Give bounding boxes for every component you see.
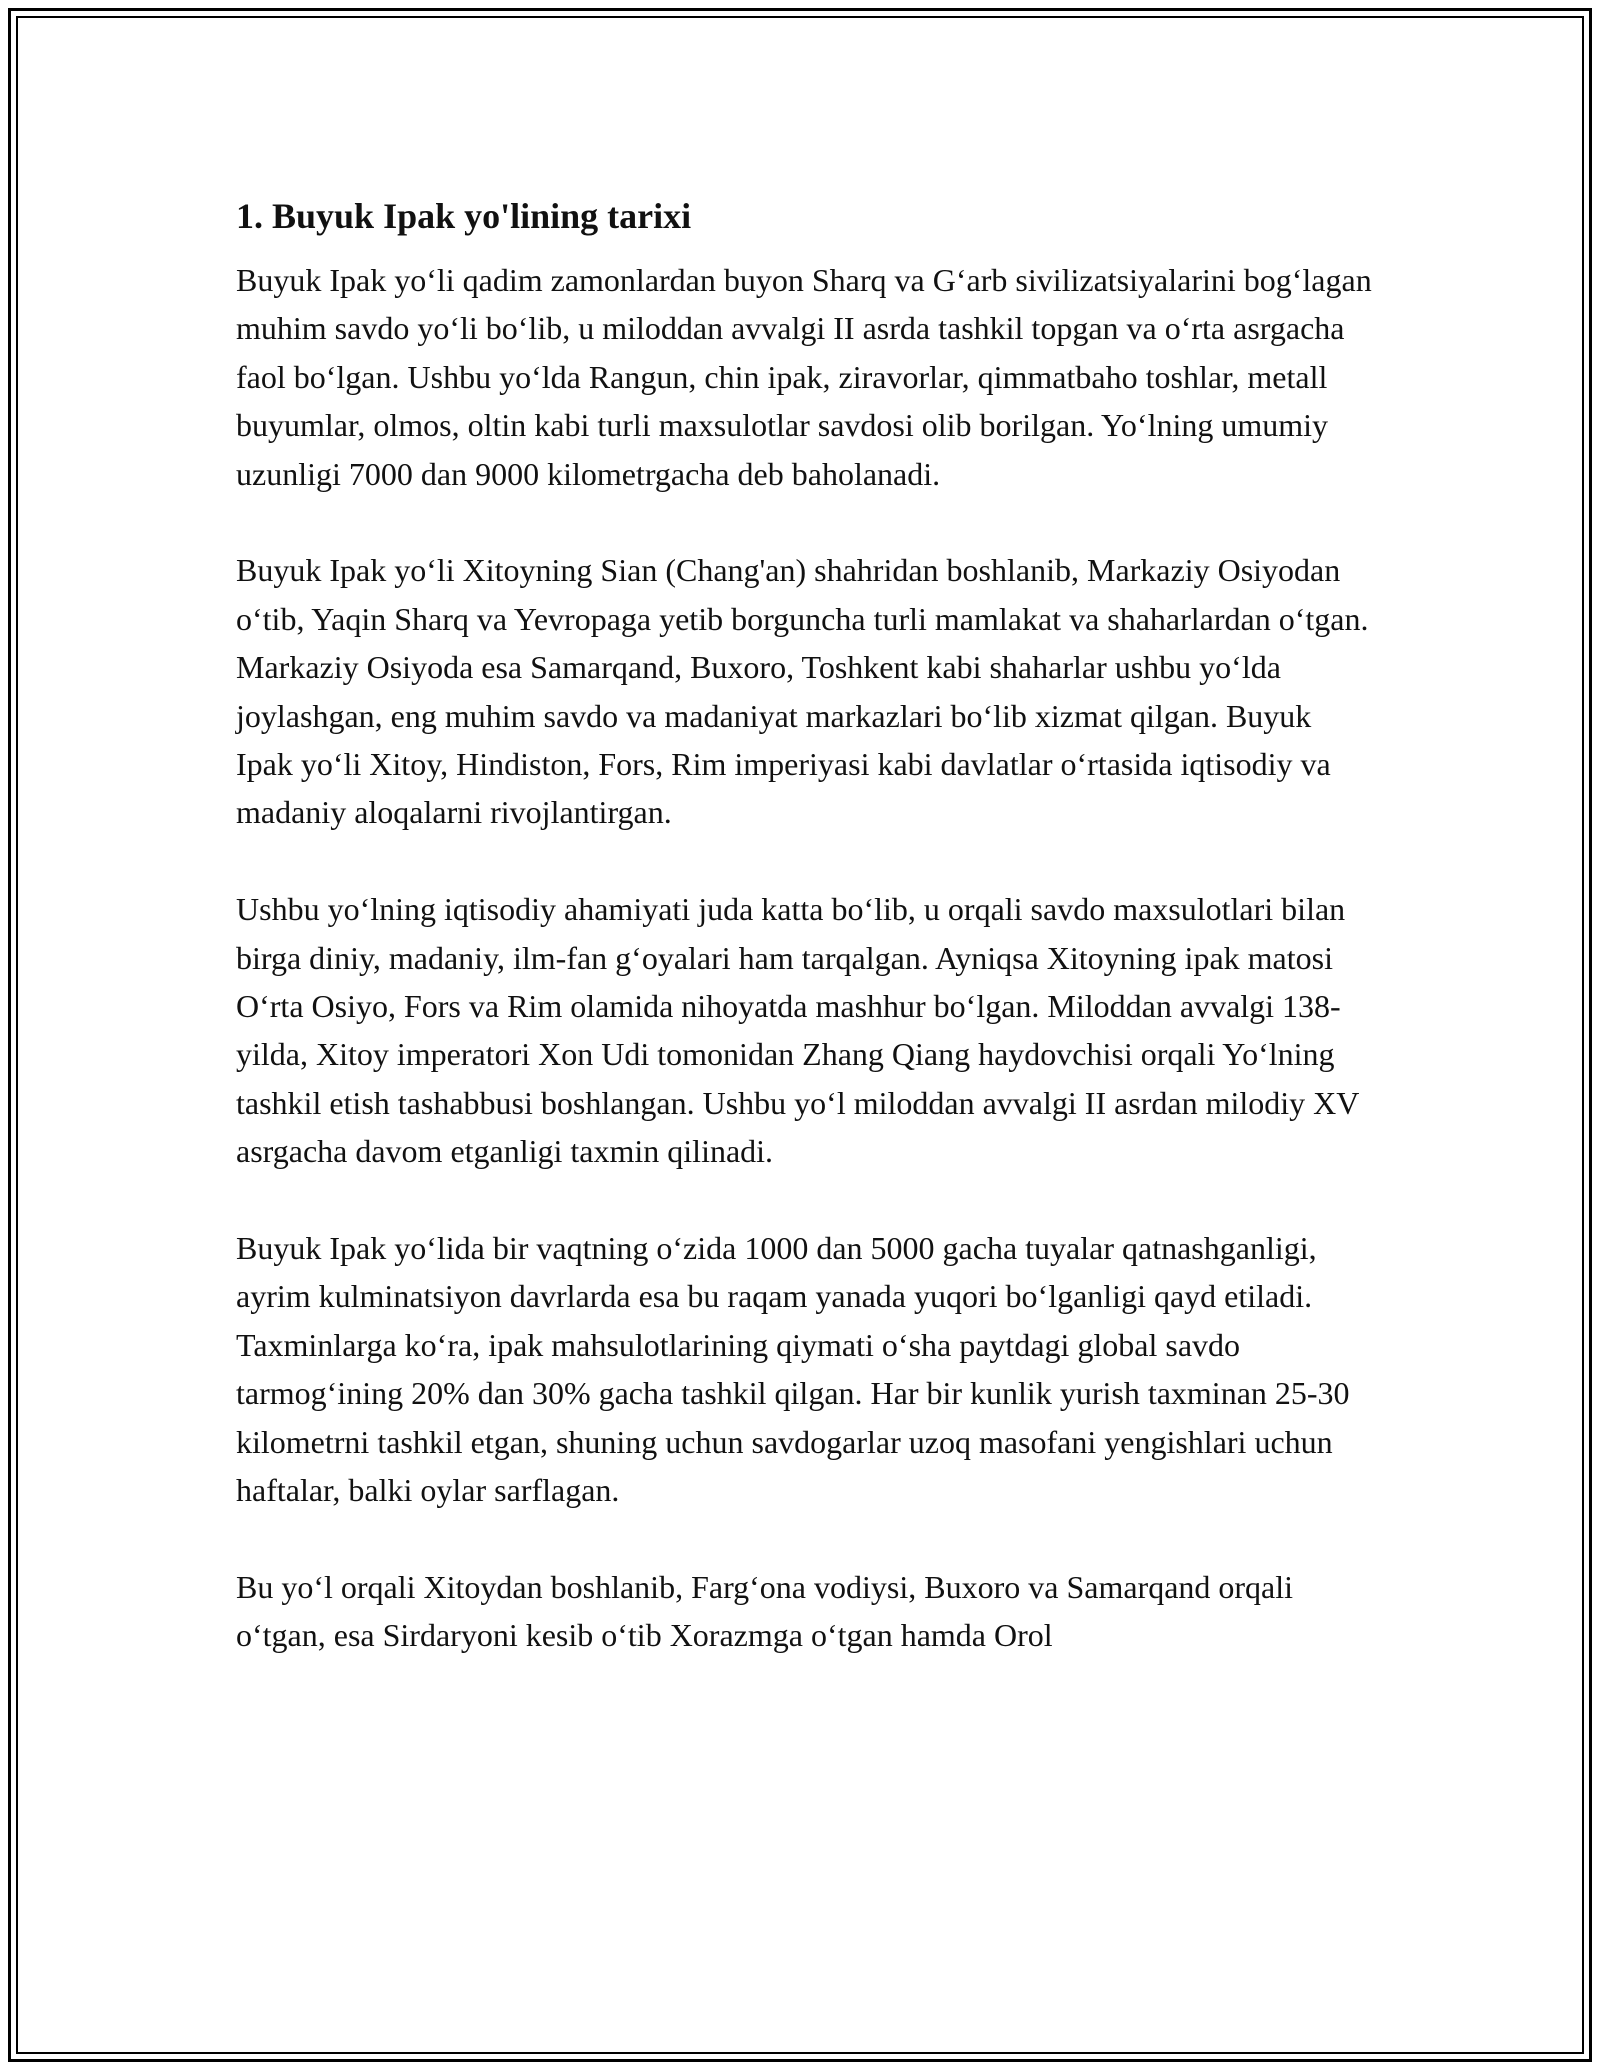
paragraph-2: Buyuk Ipak yo‘li Xitoyning Sian (Chang'an) shahridan boshlanib, Markaziy Osiyodan o‘tib, Yaqin Sharq va Yevropaga yetib borguncha turli mamlakat va shaharlardan o‘tgan. Markaziy Osiyoda esa Samarqand, Buxoro, Toshkent kabi shaharlar ushbu yo‘lda joylashgan, eng muhim savdo va madaniyat markazlari bo‘lib xizmat qilgan. Buyuk Ipak yo‘li Xitoy, Hindiston, Fors, Rim imperiyasi kabi davlatlar o‘rtasida iqtisodiy va madaniy aloqalarni rivojlantirgan. xyxy=(236,552,1369,831)
paragraph-5: Bu yo‘l orqali Xitoydan boshlanib, Farg‘ona vodiysi, Buxoro va Samarqand orqali o‘tgan, esa Sirdaryoni kesib o‘tib Xorazmga o‘tgan hamda Orol xyxy=(236,1568,1294,1654)
document-body xyxy=(236,186,1376,1708)
paragraph-3: Ushbu yo‘lning iqtisodiy ahamiyati juda katta bo‘lib, u orqali savdo maxsulotlari bilan birga diniy, madaniy, ilm-fan g‘oyalari ham tarqalgan. Ayniqsa Xitoyning ipak matosi O‘rta Osiyo, Fors va Rim olamida nihoyatda mashhur bo‘lgan. Miloddan avvalgi 138-yilda, Xitoy imperatori Xon Udi tomonidan Zhang Qiang haydovchisi orqali Yo‘lning tashkil etish tashabbusi boshlangan. Ushbu yo‘l miloddan avvalgi II asrdan milodiy XV asrgacha davom etganligi taxmin qilinadi. xyxy=(236,891,1359,1170)
paragraph-1: Buyuk Ipak yo‘li qadim zamonlardan buyon Sharq va G‘arb sivilizatsiyalarini bog‘lagan muhim savdo yo‘li bo‘lib, u miloddan avvalgi II asrda tashkil topgan va o‘rta asrgacha faol bo‘lgan. Ushbu yo‘lda Rangun, chin ipak, ziravorlar, qimmatbaho toshlar, metall buyumlar, olmos, oltin kabi turli maxsulotlar savdosi olib borilgan. Yo‘lning umumiy uzunligi 7000 dan 9000 kilometrgacha deb baholanadi. xyxy=(236,262,1372,492)
section-title: 1. Buyuk Ipak yo'lining tarixi xyxy=(236,196,692,236)
paragraph-4: Buyuk Ipak yo‘lida bir vaqtning o‘zida 1000 dan 5000 gacha tuyalar qatnashganligi, ayrim kulminatsiyon davrlarda esa bu raqam yanada yuqori bo‘lganligi qayd etiladi. Taxminlarga ko‘ra, ipak mahsulotlarining qiymati o‘sha paytdagi global savdo tarmog‘ining 20% dan 30% gacha tashkil qilgan. Har bir kunlik yurish taxminan 25-30 kilometrni tashkil etgan, shuning uchun savdogarlar uzoq masofani yengishlari uchun haftalar, balki oylar sarflagan. xyxy=(236,1230,1350,1509)
